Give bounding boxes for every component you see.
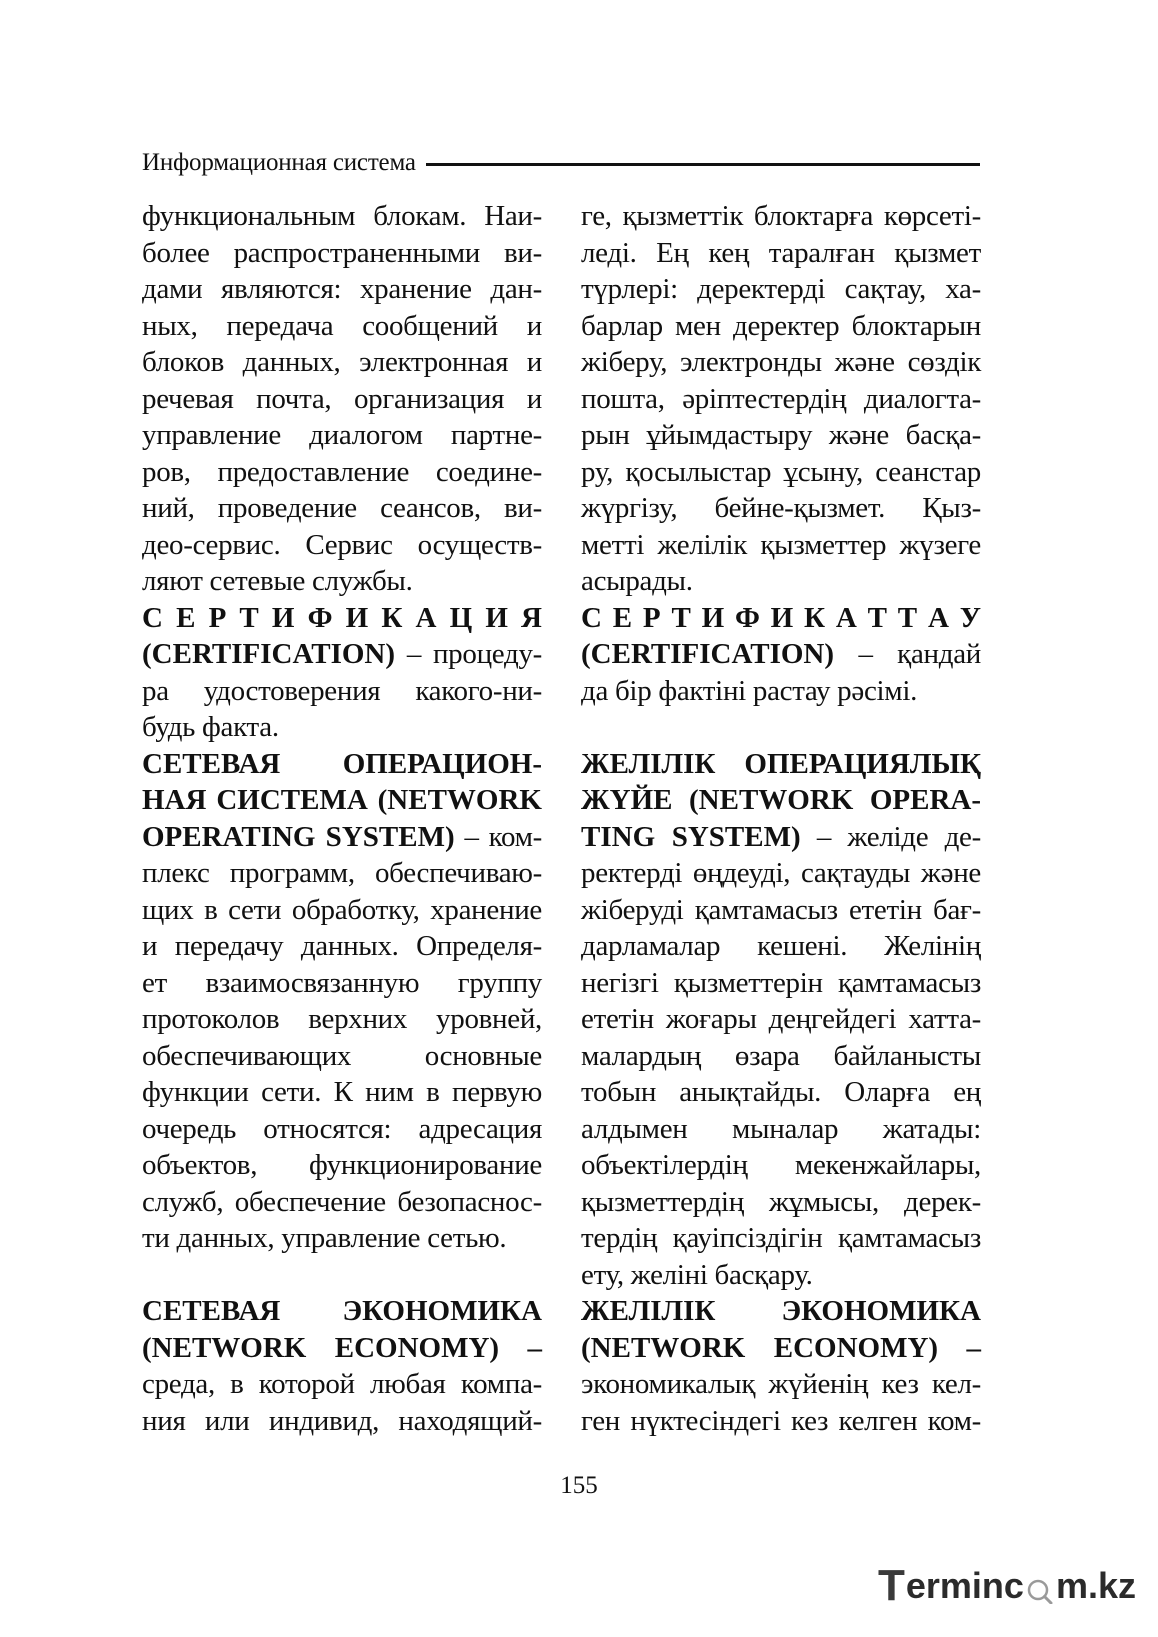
text-line bbox=[142, 235, 542, 272]
text-segment: ететін жоғары деңгейдегі хатта- bbox=[581, 1003, 981, 1035]
text-line bbox=[142, 965, 542, 1002]
text-segment: очередь относятся: адресация bbox=[142, 1112, 542, 1145]
text-segment: ректерді өңдеуді, сақтауды және bbox=[581, 857, 981, 889]
text-segment: дарламалар кешені. Желінің bbox=[581, 930, 981, 962]
text-line bbox=[581, 198, 981, 235]
text-line bbox=[142, 746, 542, 783]
page-number: 155 bbox=[560, 1472, 598, 1499]
text-line bbox=[142, 271, 542, 308]
text-segment: протоколов верхних уровней, bbox=[142, 1003, 542, 1035]
text-segment: ний, проведение сеансов, ви- bbox=[142, 492, 542, 524]
term-heading: (CERTIFICATION) bbox=[142, 638, 396, 670]
text-line bbox=[581, 1257, 981, 1294]
text-line bbox=[142, 892, 542, 929]
text-line bbox=[142, 1001, 542, 1038]
text-line bbox=[581, 636, 981, 673]
right-column bbox=[581, 198, 981, 1439]
text-segment: плекс программ, обеспечиваю- bbox=[142, 857, 542, 889]
text-line bbox=[581, 1220, 981, 1257]
text-line bbox=[142, 1293, 542, 1330]
text-line bbox=[142, 381, 542, 418]
text-line bbox=[581, 1403, 981, 1440]
term-heading: TING SYSTEM) bbox=[581, 820, 801, 853]
text-segment: ных, передача сообщений и bbox=[142, 309, 542, 342]
term-heading: СЕТЕВАЯ ЭКОНОМИКА bbox=[142, 1295, 542, 1327]
text-line bbox=[581, 417, 981, 454]
text-segment: метті желілік қызметтер жүзеге bbox=[581, 528, 981, 561]
text-line bbox=[581, 782, 981, 819]
text-line bbox=[581, 1293, 981, 1330]
term-heading: С Е Р Т И Ф И К А Т Т А У bbox=[581, 601, 981, 634]
text-segment: – процеду- bbox=[395, 638, 542, 670]
text-line bbox=[581, 673, 981, 710]
text-line bbox=[142, 928, 542, 965]
text-line bbox=[581, 308, 981, 345]
text-segment: более распространенными ви- bbox=[142, 236, 542, 269]
text-segment: функциональным блокам. Наи- bbox=[142, 200, 542, 232]
term-heading: НАЯ СИСТЕМА (NETWORK bbox=[142, 784, 542, 816]
text-segment: ге, қызметтік блоктарға көрсеті- bbox=[581, 200, 981, 232]
text-segment: тердің қауіпсіздігін қамтамасыз bbox=[581, 1222, 981, 1254]
text-line bbox=[142, 673, 542, 710]
text-line bbox=[581, 344, 981, 381]
text-line bbox=[142, 308, 542, 345]
watermark-part: erminc bbox=[905, 1565, 1024, 1606]
text-segment: функции сети. К ним в первую bbox=[142, 1076, 542, 1108]
text-segment: малардың өзара байланысты bbox=[581, 1039, 981, 1072]
text-line bbox=[142, 1366, 542, 1403]
text-line bbox=[142, 855, 542, 892]
left-column bbox=[142, 198, 542, 1439]
text-segment: речевая почта, организация и bbox=[142, 382, 542, 415]
text-line bbox=[142, 417, 542, 454]
term-heading: СЕТЕВАЯ ОПЕРАЦИОН- bbox=[142, 747, 542, 780]
text-segment: – қандай bbox=[834, 638, 981, 670]
text-segment: управление диалогом партне- bbox=[142, 419, 542, 451]
header-rule bbox=[426, 163, 980, 166]
text-line bbox=[142, 1038, 542, 1075]
text-segment: будь факта. bbox=[142, 711, 279, 743]
text-segment: негізгі қызметтерін қамтамасыз bbox=[581, 966, 981, 999]
text-line bbox=[581, 1001, 981, 1038]
text-line bbox=[581, 819, 981, 856]
text-segment: барлар мен деректер блоктарын bbox=[581, 309, 981, 342]
term-heading: (CERTIFICATION) bbox=[581, 638, 835, 670]
text-line bbox=[581, 928, 981, 965]
text-line bbox=[581, 892, 981, 929]
text-line bbox=[581, 381, 981, 418]
text-segment: да бір фактіні растау рәсімі. bbox=[581, 674, 918, 707]
text-line bbox=[142, 563, 542, 600]
text-segment: экономикалық жүйенің кез кел- bbox=[581, 1368, 981, 1400]
text-segment: асырады. bbox=[581, 565, 693, 597]
text-line bbox=[142, 1147, 542, 1184]
text-segment: обеспечивающих основные bbox=[142, 1039, 542, 1072]
text-line bbox=[581, 1366, 981, 1403]
term-heading: OPERATING SYSTEM) bbox=[142, 820, 455, 853]
text-line bbox=[581, 746, 981, 783]
text-segment: ру, қосылыстар ұсыну, сеанстар bbox=[581, 455, 981, 488]
text-segment: қызметтердің жұмысы, дерек- bbox=[581, 1185, 981, 1218]
term-heading: (NETWORK ECONOMY) – bbox=[581, 1331, 981, 1364]
text-line bbox=[142, 709, 542, 746]
text-segment: ра удостоверения какого-ни- bbox=[142, 674, 542, 707]
text-line bbox=[142, 1330, 542, 1367]
text-segment: служб, обеспечение безопаснос- bbox=[142, 1185, 542, 1218]
text-line bbox=[142, 636, 542, 673]
paragraph-gap bbox=[581, 709, 981, 746]
term-heading: ЖҮЙЕ (NETWORK OPERA- bbox=[581, 784, 981, 816]
text-segment: щих в сети обработку, хранение bbox=[142, 893, 542, 926]
text-line bbox=[581, 1074, 981, 1111]
term-heading: С Е Р Т И Ф И К А Ц И Я bbox=[142, 601, 542, 634]
text-line bbox=[581, 527, 981, 564]
text-line bbox=[581, 855, 981, 892]
text-segment: ген нүктесіндегі кез келген ком- bbox=[581, 1404, 981, 1437]
text-line bbox=[142, 1111, 542, 1148]
running-header bbox=[142, 146, 980, 180]
text-segment: – желіде де- bbox=[800, 820, 981, 853]
text-line bbox=[581, 271, 981, 308]
site-watermark[interactable] bbox=[878, 1561, 1136, 1611]
text-line bbox=[142, 490, 542, 527]
text-segment: объектілердің мекенжайлары, bbox=[581, 1149, 981, 1181]
text-line bbox=[581, 1330, 981, 1367]
text-segment: и передачу данных. Определя- bbox=[142, 930, 542, 962]
text-segment: блоков данных, электронная и bbox=[142, 346, 542, 378]
text-line bbox=[581, 1038, 981, 1075]
text-segment: пошта, әріптестердің диалогта- bbox=[581, 382, 981, 415]
magnifier-icon bbox=[1025, 1571, 1055, 1601]
text-segment: объектов, функционирование bbox=[142, 1149, 542, 1181]
text-line bbox=[581, 454, 981, 491]
text-line bbox=[142, 782, 542, 819]
term-heading: ЖЕЛІЛІК ЭКОНОМИКА bbox=[581, 1295, 981, 1327]
text-line bbox=[142, 1184, 542, 1221]
text-line bbox=[142, 1220, 542, 1257]
text-line bbox=[142, 454, 542, 491]
text-segment: среда, в которой любая компа- bbox=[142, 1368, 542, 1400]
text-segment: жүргізу, бейне-қызмет. Қыз- bbox=[581, 492, 981, 524]
watermark-logo: T bbox=[878, 1561, 905, 1610]
text-segment: ет взаимосвязанную группу bbox=[142, 966, 542, 999]
text-line bbox=[581, 1184, 981, 1221]
text-segment: алдымен мыналар жатады: bbox=[581, 1112, 981, 1145]
text-segment: ров, предоставление соедине- bbox=[142, 455, 542, 488]
text-line bbox=[142, 1074, 542, 1111]
text-segment: ния или индивид, находящий- bbox=[142, 1404, 542, 1437]
watermark-part: m.kz bbox=[1055, 1565, 1136, 1606]
text-line bbox=[581, 1111, 981, 1148]
text-line bbox=[581, 235, 981, 272]
text-line bbox=[142, 198, 542, 235]
text-segment: түрлері: деректерді сақтау, ха- bbox=[581, 273, 981, 305]
text-segment: део-сервис. Сервис осуществ- bbox=[142, 528, 542, 561]
text-segment: – ком- bbox=[454, 820, 542, 853]
text-segment: леді. Ең кең таралған қызмет bbox=[581, 236, 981, 269]
text-segment: ти данных, управление сетью. bbox=[142, 1222, 507, 1254]
text-line bbox=[581, 965, 981, 1002]
header-title: Информационная система bbox=[142, 149, 416, 176]
text-line bbox=[581, 563, 981, 600]
text-line bbox=[142, 1403, 542, 1440]
text-segment: жіберу, электронды және сөздік bbox=[581, 346, 981, 378]
text-line bbox=[142, 527, 542, 564]
text-segment: дами являются: хранение дан- bbox=[142, 273, 542, 305]
text-line bbox=[142, 819, 542, 856]
text-segment: жіберуді қамтамасыз ететін бағ- bbox=[581, 893, 981, 926]
text-segment: тобын анықтайды. Оларға ең bbox=[581, 1076, 981, 1108]
text-segment: ляют сетевые службы. bbox=[142, 565, 413, 597]
text-segment: ету, желіні басқару. bbox=[581, 1258, 813, 1291]
paragraph-gap bbox=[142, 1257, 542, 1294]
text-line bbox=[142, 600, 542, 637]
text-segment: рын ұйымдастыру және басқа- bbox=[581, 419, 981, 451]
text-line bbox=[142, 344, 542, 381]
text-line bbox=[581, 1147, 981, 1184]
term-heading: ЖЕЛІЛІК ОПЕРАЦИЯЛЫҚ bbox=[581, 747, 981, 780]
text-line bbox=[581, 600, 981, 637]
term-heading: (NETWORK ECONOMY) – bbox=[142, 1331, 542, 1364]
text-line bbox=[581, 490, 981, 527]
